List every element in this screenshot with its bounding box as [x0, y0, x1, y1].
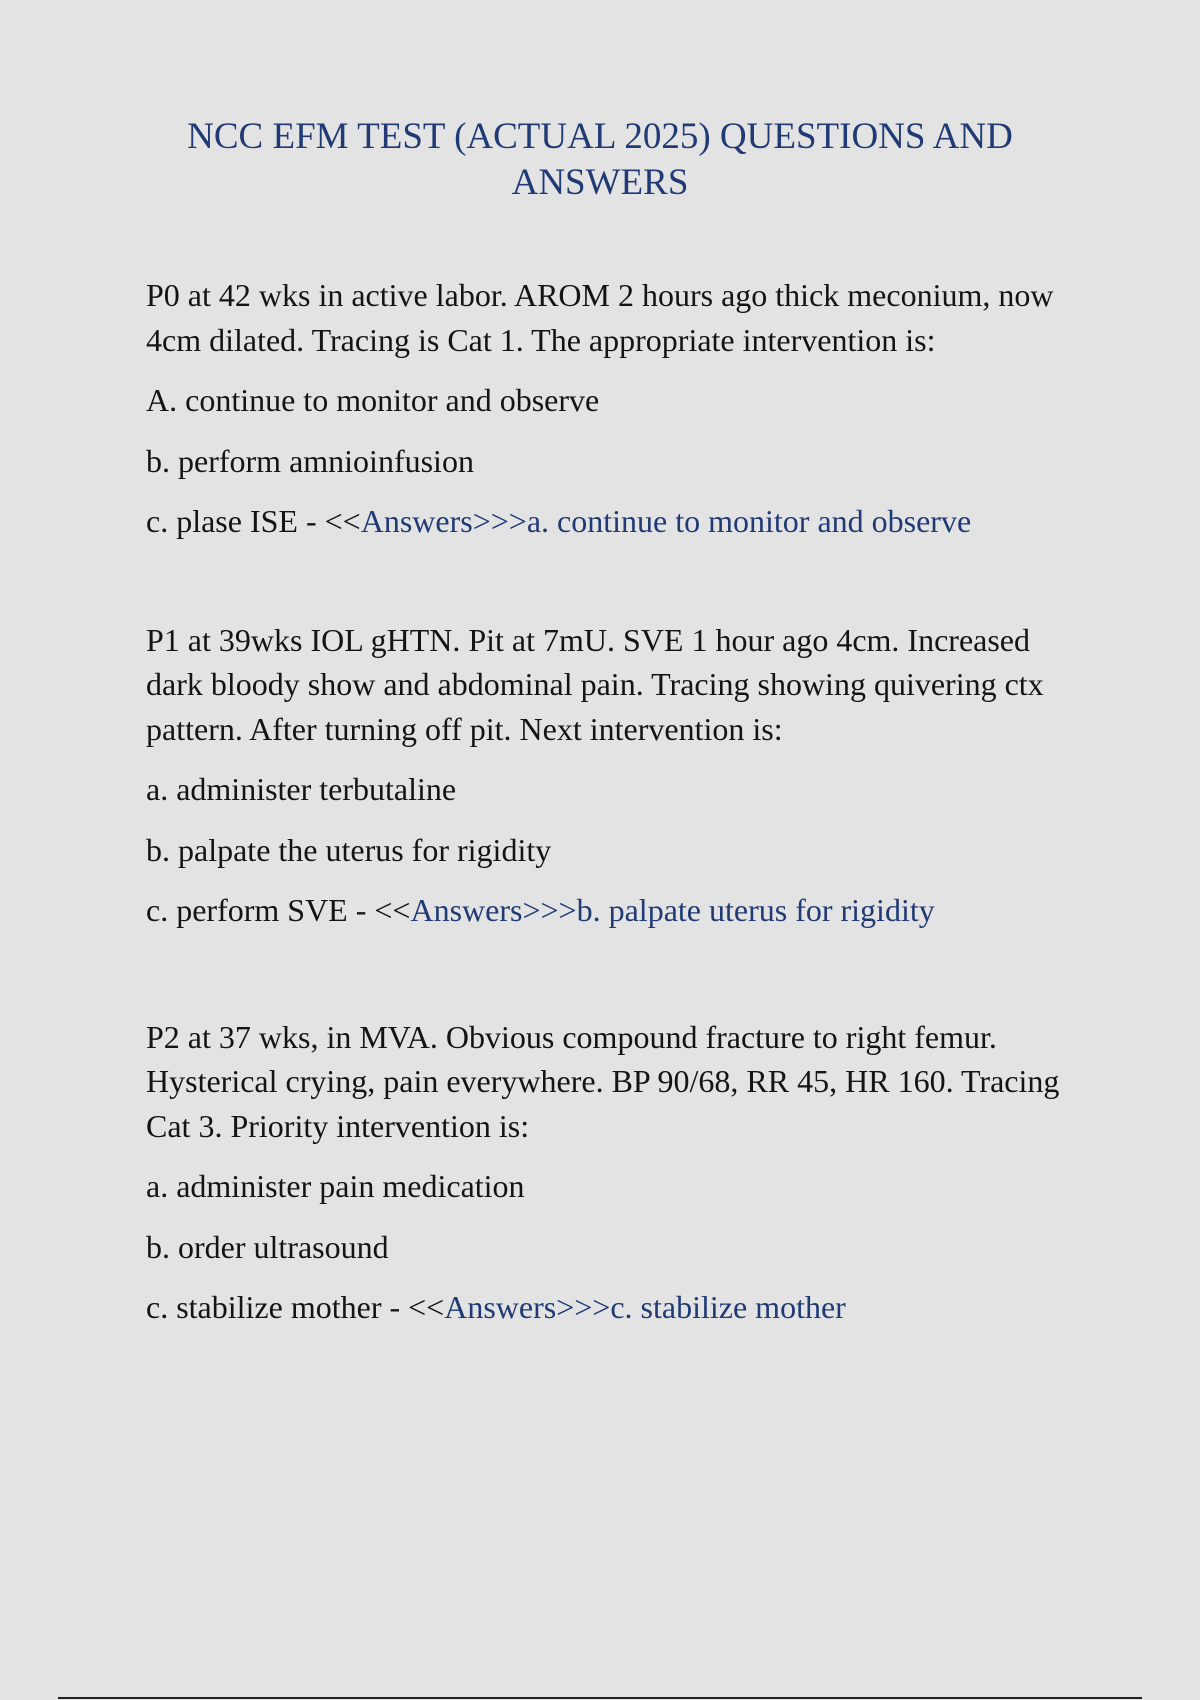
answer-key: Answers>>>b. palpate uterus for rigidity — [410, 892, 935, 928]
question-stem: P1 at 39wks IOL gHTN. Pit at 7mU. SVE 1 hour ago 4cm. Increased dark bloody show and abdominal pain. Tracing showing quivering ctx pattern. After turning off pit. Next intervention is: — [146, 621, 1044, 747]
answer-option-with-key — [146, 499, 1066, 544]
question-item — [146, 618, 1066, 933]
answer-option-text: c. stabilize mother - — [146, 1289, 409, 1325]
answer-option-text: c. perform SVE - — [146, 892, 375, 928]
question-spacer — [146, 544, 1066, 618]
answer-key: Answers>>>c. stabilize mother — [444, 1289, 846, 1325]
answer-option: b. palpate the uterus for rigidity — [146, 831, 552, 868]
footer-divider — [58, 1697, 1142, 1699]
answer-option-text: c. plase ISE - — [146, 503, 325, 539]
answer-marker-prefix: << — [324, 503, 361, 539]
document-title: NCC EFM TEST (ACTUAL 2025) QUESTIONS AND ANSWERS — [187, 116, 1013, 203]
question-list — [146, 273, 1066, 1330]
answer-marker-prefix: << — [408, 1289, 445, 1325]
question-item — [146, 273, 1066, 544]
answer-option-with-key — [146, 1285, 1066, 1330]
question-item — [146, 1015, 1066, 1330]
question-stem: P0 at 42 wks in active labor. AROM 2 hours ago thick meconium, now 4cm dilated. Tracing is Cat 1. The appropriate intervention is: — [146, 277, 1054, 358]
answer-option: b. order ultrasound — [146, 1228, 389, 1265]
answer-option: a. administer terbutaline — [146, 771, 457, 807]
answer-option: A. continue to monitor and observe — [146, 382, 600, 418]
question-spacer — [146, 933, 1066, 1015]
answer-option-with-key — [146, 888, 1066, 933]
answer-option: b. perform amnioinfusion — [146, 442, 474, 479]
answer-marker-prefix: << — [374, 892, 411, 928]
answer-option: a. administer pain medication — [146, 1168, 525, 1204]
question-stem: P2 at 37 wks, in MVA. Obvious compound fracture to right femur. Hysterical crying, pain everywhere. BP 90/68, RR 45, HR 160. Tracing Cat 3. Priority intervention is: — [146, 1018, 1060, 1144]
answer-key: Answers>>>a. continue to monitor and observe — [360, 503, 972, 539]
